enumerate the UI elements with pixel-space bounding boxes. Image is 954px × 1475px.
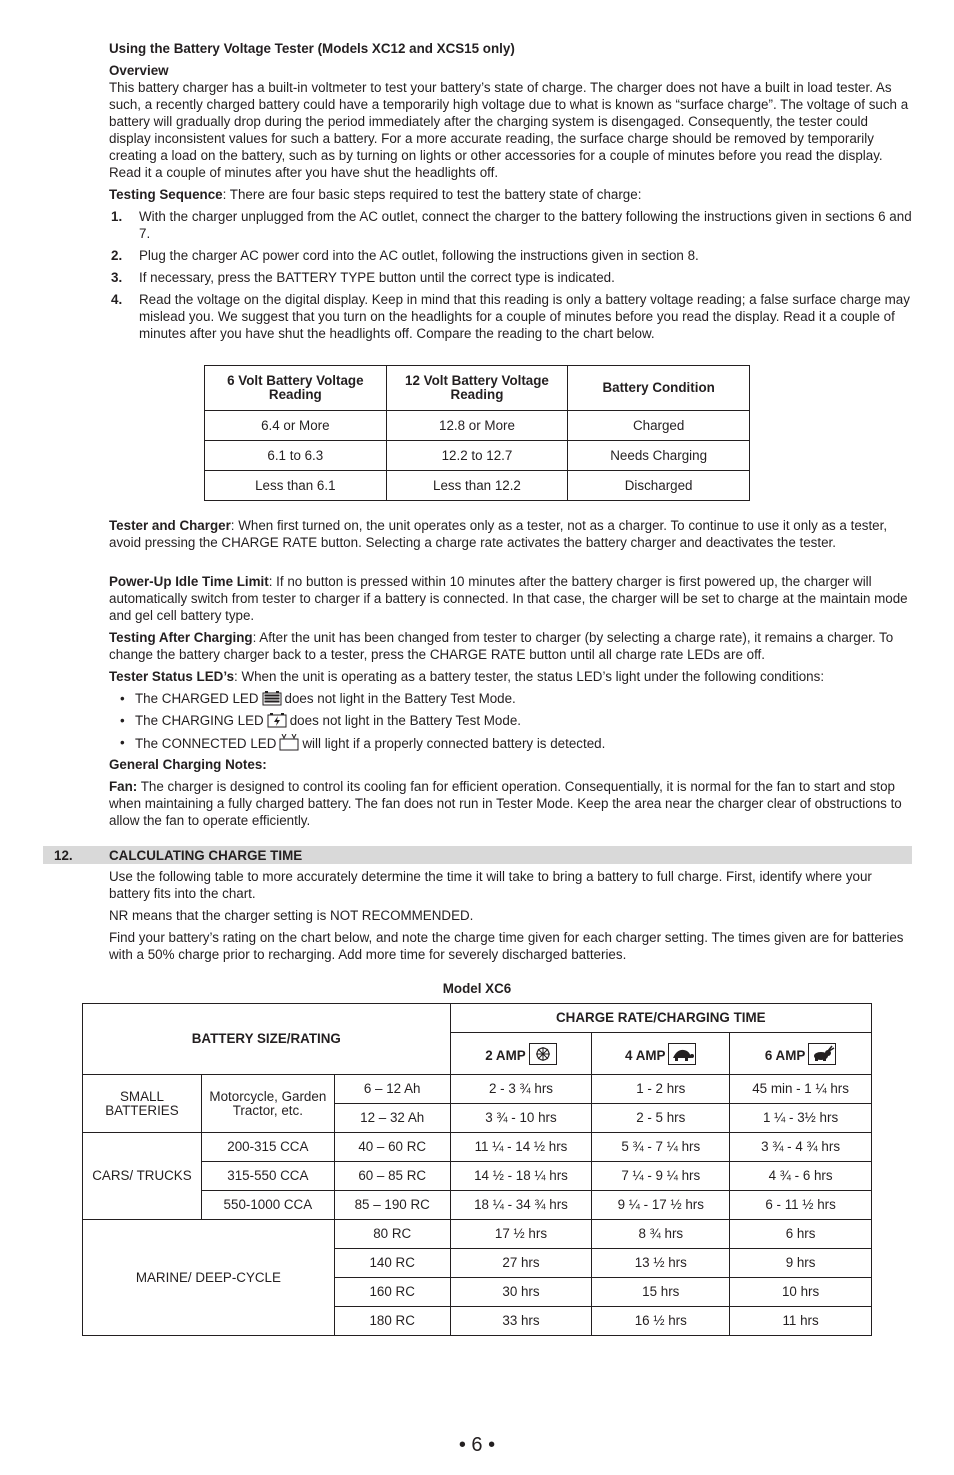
- powerup-note: [109, 573, 912, 624]
- step-text: If necessary, press the BATTERY TYPE button until the correct type is indicated.: [139, 270, 615, 285]
- note-label: Fan:: [109, 779, 138, 794]
- table-cell: Discharged: [568, 471, 750, 501]
- overview-text: This battery charger has a built-in voltmeter to test your battery’s state of charge. The charger does not have a built in load tester. As such, a recently charged battery could have a temporarily high voltage due to what is known as “surface charge”. The voltage of such a battery will gradually drop during the period immediately after the charging system is disengaged. Consequently, the tester could display inconsistent values for such a battery. For a more accurate reading, the surface charge should be removed by temporarily creating a load on the battery, such as by turning on lights or other accessories for a couple of minutes before you read the display. Read it a couple of minutes after you have shut the headlights off.: [109, 80, 909, 180]
- tester-section-title: Using the Battery Voltage Tester (Models XC12 and XCS15 only): [109, 41, 515, 56]
- step-number: 3.: [111, 270, 123, 285]
- charging-led-icon: [267, 713, 287, 728]
- table-cell: 12.8 or More: [386, 411, 568, 441]
- bullet-text: [135, 712, 521, 729]
- table-row: [83, 1191, 872, 1220]
- section-title: CALCULATING CHARGE TIME: [109, 848, 303, 863]
- amp-4-header: [592, 1033, 730, 1075]
- table-cell: 2 - 3 ¾ hrs: [450, 1075, 592, 1104]
- amp-6-header: [730, 1033, 872, 1075]
- amp-label: 4 AMP: [625, 1047, 666, 1063]
- table-cell: 85 – 190 RC: [334, 1191, 450, 1220]
- step-number: 2.: [111, 248, 123, 263]
- table-cell: 11 hrs: [730, 1307, 872, 1336]
- note-label: Power-Up Idle Time Limit: [109, 574, 269, 589]
- tester-status-note: [109, 668, 912, 685]
- step-text: Plug the charger AC power cord into the AC outlet, following the instructions given in section 8.: [139, 248, 699, 263]
- note-text: : When first turned on, the unit operates only as a tester, not as a charger. To continue to use it only as a tester, avoid pressing the CHARGE RATE button. Selecting a charge rate activates the battery charger and deactivates the tester.: [109, 518, 888, 550]
- table-cell: Less than 12.2: [386, 471, 568, 501]
- bullet-dot: •: [120, 735, 125, 750]
- note-text: : After the unit has been changed from tester to charger (by selecting a charge rate), it remains a charger. To change the battery charger back to a tester, press the CHARGE RATE button until all charge rate LEDs are off.: [109, 630, 894, 662]
- cars-trucks-label: CARS/ TRUCKS: [83, 1133, 202, 1220]
- amp-label: 6 AMP: [764, 1047, 806, 1063]
- table-cell: 14 ½ - 18 ¼ hrs: [450, 1162, 592, 1191]
- table-cell: 200-315 CCA: [201, 1133, 334, 1162]
- step-number: 1.: [111, 209, 123, 224]
- bullet-post: does not light in the Battery Test Mode.: [284, 691, 516, 706]
- section-number: 12.: [54, 848, 73, 863]
- table-cell: 15 hrs: [592, 1278, 730, 1307]
- step-text: Read the voltage on the digital display. Keep in mind that this reading is only a battery voltage reading; a false surface charge may mislead you. We suggest that you turn on the headlights for a couple of minutes before you read the display. Read it a couple of minutes after you have shut the headlights off. Compare the reading to the chart below.: [139, 292, 910, 341]
- overview-heading: Overview: [109, 63, 169, 78]
- header-condition: Battery Condition: [568, 366, 750, 411]
- table-cell: 6.1 to 6.3: [205, 441, 387, 471]
- table-row: [83, 1220, 872, 1249]
- charged-led-icon: [262, 691, 282, 706]
- charge-time-table: [82, 1003, 872, 1336]
- bullet-text: [135, 690, 516, 707]
- voltage-table: [204, 365, 750, 501]
- table-cell: 12.2 to 12.7: [386, 441, 568, 471]
- step-text: With the charger unplugged from the AC outlet, connect the charger to the battery following the instructions given in sections 6 and 7.: [139, 209, 912, 241]
- step-number: 4.: [111, 292, 123, 307]
- amp-label: 2 AMP: [485, 1047, 526, 1063]
- table-cell: 550-1000 CCA: [201, 1191, 334, 1220]
- table-cell: 30 hrs: [450, 1278, 592, 1307]
- snowflake-icon: [529, 1043, 557, 1065]
- note-text: The charger is designed to control its cooling fan for efficient operation. Consequentially, it is normal for the fan to start and stop when maintaining a fully charged battery. The fan does not run in Tester Mode. Keep the area near the charger clear of obstructions to allow the fan to operate efficiently.: [109, 779, 902, 828]
- table-cell: 10 hrs: [730, 1278, 872, 1307]
- table-cell: 40 – 60 RC: [334, 1133, 450, 1162]
- table-cell: 45 min - 1 ¼ hrs: [730, 1075, 872, 1104]
- header-6v: 6 Volt Battery Voltage Reading: [205, 366, 387, 411]
- table-cell: Less than 6.1: [205, 471, 387, 501]
- table-cell: 315-550 CCA: [201, 1162, 334, 1191]
- table-cell: 160 RC: [334, 1278, 450, 1307]
- table-cell: 6 - 11 ½ hrs: [730, 1191, 872, 1220]
- table-cell: 1 ¼ - 3½ hrs: [730, 1104, 872, 1133]
- bullet-post: does not light in the Battery Test Mode.: [289, 713, 521, 728]
- note-label: Tester Status LED’s: [109, 669, 235, 684]
- table-cell: 16 ½ hrs: [592, 1307, 730, 1336]
- table-row: [83, 1133, 872, 1162]
- table-row: [205, 411, 750, 441]
- bullet-pre: The CHARGING LED: [135, 713, 264, 728]
- table-cell: 6 – 12 Ah: [334, 1075, 450, 1104]
- bullet-dot: •: [120, 691, 125, 706]
- table-cell: 5 ¾ - 7 ¼ hrs: [592, 1133, 730, 1162]
- note-label: Testing After Charging: [109, 630, 253, 645]
- table-cell: 18 ¼ - 34 ¾ hrs: [450, 1191, 592, 1220]
- fan-note: [109, 778, 912, 829]
- tester-and-charger-note: [109, 517, 912, 551]
- testing-sequence: [109, 186, 912, 203]
- amp-2-header: [450, 1033, 592, 1075]
- table-cell: Needs Charging: [568, 441, 750, 471]
- table-cell: 6 hrs: [730, 1220, 872, 1249]
- marine-label: MARINE/ DEEP-CYCLE: [83, 1220, 335, 1336]
- table-cell: Charged: [568, 411, 750, 441]
- table-caption: Model XC6: [442, 981, 512, 996]
- table-cell: 13 ½ hrs: [592, 1249, 730, 1278]
- rabbit-icon: [808, 1043, 836, 1065]
- testing-after-note: [109, 629, 912, 663]
- table-cell: 3 ¾ - 4 ¾ hrs: [730, 1133, 872, 1162]
- bullet-pre: The CONNECTED LED: [135, 736, 277, 751]
- table-row: [205, 441, 750, 471]
- section-12-nr-note: NR means that the charger setting is NOT RECOMMENDED.: [109, 908, 474, 923]
- section-12-intro: Use the following table to more accurately determine the time it will take to bring a battery to full charge. First, identify where your battery fits into the chart.: [109, 869, 872, 901]
- table-header-row: [83, 1004, 872, 1033]
- table-cell: 80 RC: [334, 1220, 450, 1249]
- table-cell: 27 hrs: [450, 1249, 592, 1278]
- table-cell: 3 ¾ - 10 hrs: [450, 1104, 592, 1133]
- header-12v: 12 Volt Battery Voltage Reading: [386, 366, 568, 411]
- small-batteries-label: SMALL BATTERIES: [83, 1075, 202, 1133]
- table-cell: 1 - 2 hrs: [592, 1075, 730, 1104]
- table-cell: 180 RC: [334, 1307, 450, 1336]
- section-12-header: [43, 846, 912, 864]
- bullet-pre: The CHARGED LED: [135, 691, 259, 706]
- note-text: : If no button is pressed within 10 minutes after the battery charger is first powered up, the charger will automatically switch from tester to charger if a battery is connected. In that case, the charger will be set to charge at the maintain mode and gel cell battery type.: [109, 574, 908, 623]
- table-cell: 11 ¼ - 14 ½ hrs: [450, 1133, 592, 1162]
- table-cell: 33 hrs: [450, 1307, 592, 1336]
- table-cell: 7 ¼ - 9 ¼ hrs: [592, 1162, 730, 1191]
- table-cell: 4 ¾ - 6 hrs: [730, 1162, 872, 1191]
- section-12-find-rating: Find your battery’s rating on the chart below, and note the charge time given for each charger setting. The times given are for batteries with a 50% charge prior to recharging. Add more time for severely discharged batteries.: [109, 930, 904, 962]
- size-rating-header: BATTERY SIZE/RATING: [83, 1004, 451, 1075]
- table-cell: 9 hrs: [730, 1249, 872, 1278]
- note-text: : When the unit is operating as a battery tester, the status LED’s light under the following conditions:: [234, 669, 825, 684]
- table-cell: 8 ¾ hrs: [592, 1220, 730, 1249]
- bullet-dot: •: [120, 713, 125, 728]
- table-header-row: [205, 366, 750, 411]
- connected-led-icon: [279, 734, 299, 749]
- table-cell: 9 ¼ - 17 ½ hrs: [592, 1191, 730, 1220]
- turtle-icon: [668, 1043, 696, 1065]
- testing-sequence-label: Testing Sequence: [109, 187, 223, 202]
- charge-rate-header: CHARGE RATE/CHARGING TIME: [450, 1004, 871, 1033]
- table-cell: 60 – 85 RC: [334, 1162, 450, 1191]
- table-cell: 6.4 or More: [205, 411, 387, 441]
- table-cell: 17 ½ hrs: [450, 1220, 592, 1249]
- note-label: Tester and Charger: [109, 518, 231, 533]
- table-row: [205, 471, 750, 501]
- table-row: [83, 1162, 872, 1191]
- small-batteries-type: Motorcycle, Garden Tractor, etc.: [201, 1075, 334, 1133]
- general-charging-heading: General Charging Notes:: [109, 757, 267, 772]
- table-cell: 140 RC: [334, 1249, 450, 1278]
- bullet-post: will light if a properly connected battery is detected.: [302, 736, 606, 751]
- table-row: [83, 1075, 872, 1104]
- table-cell: 12 – 32 Ah: [334, 1104, 450, 1133]
- page-number: • 6 •: [458, 1434, 496, 1456]
- testing-sequence-text: : There are four basic steps required to test the battery state of charge:: [222, 187, 642, 202]
- bullet-text: [135, 734, 605, 752]
- table-cell: 2 - 5 hrs: [592, 1104, 730, 1133]
